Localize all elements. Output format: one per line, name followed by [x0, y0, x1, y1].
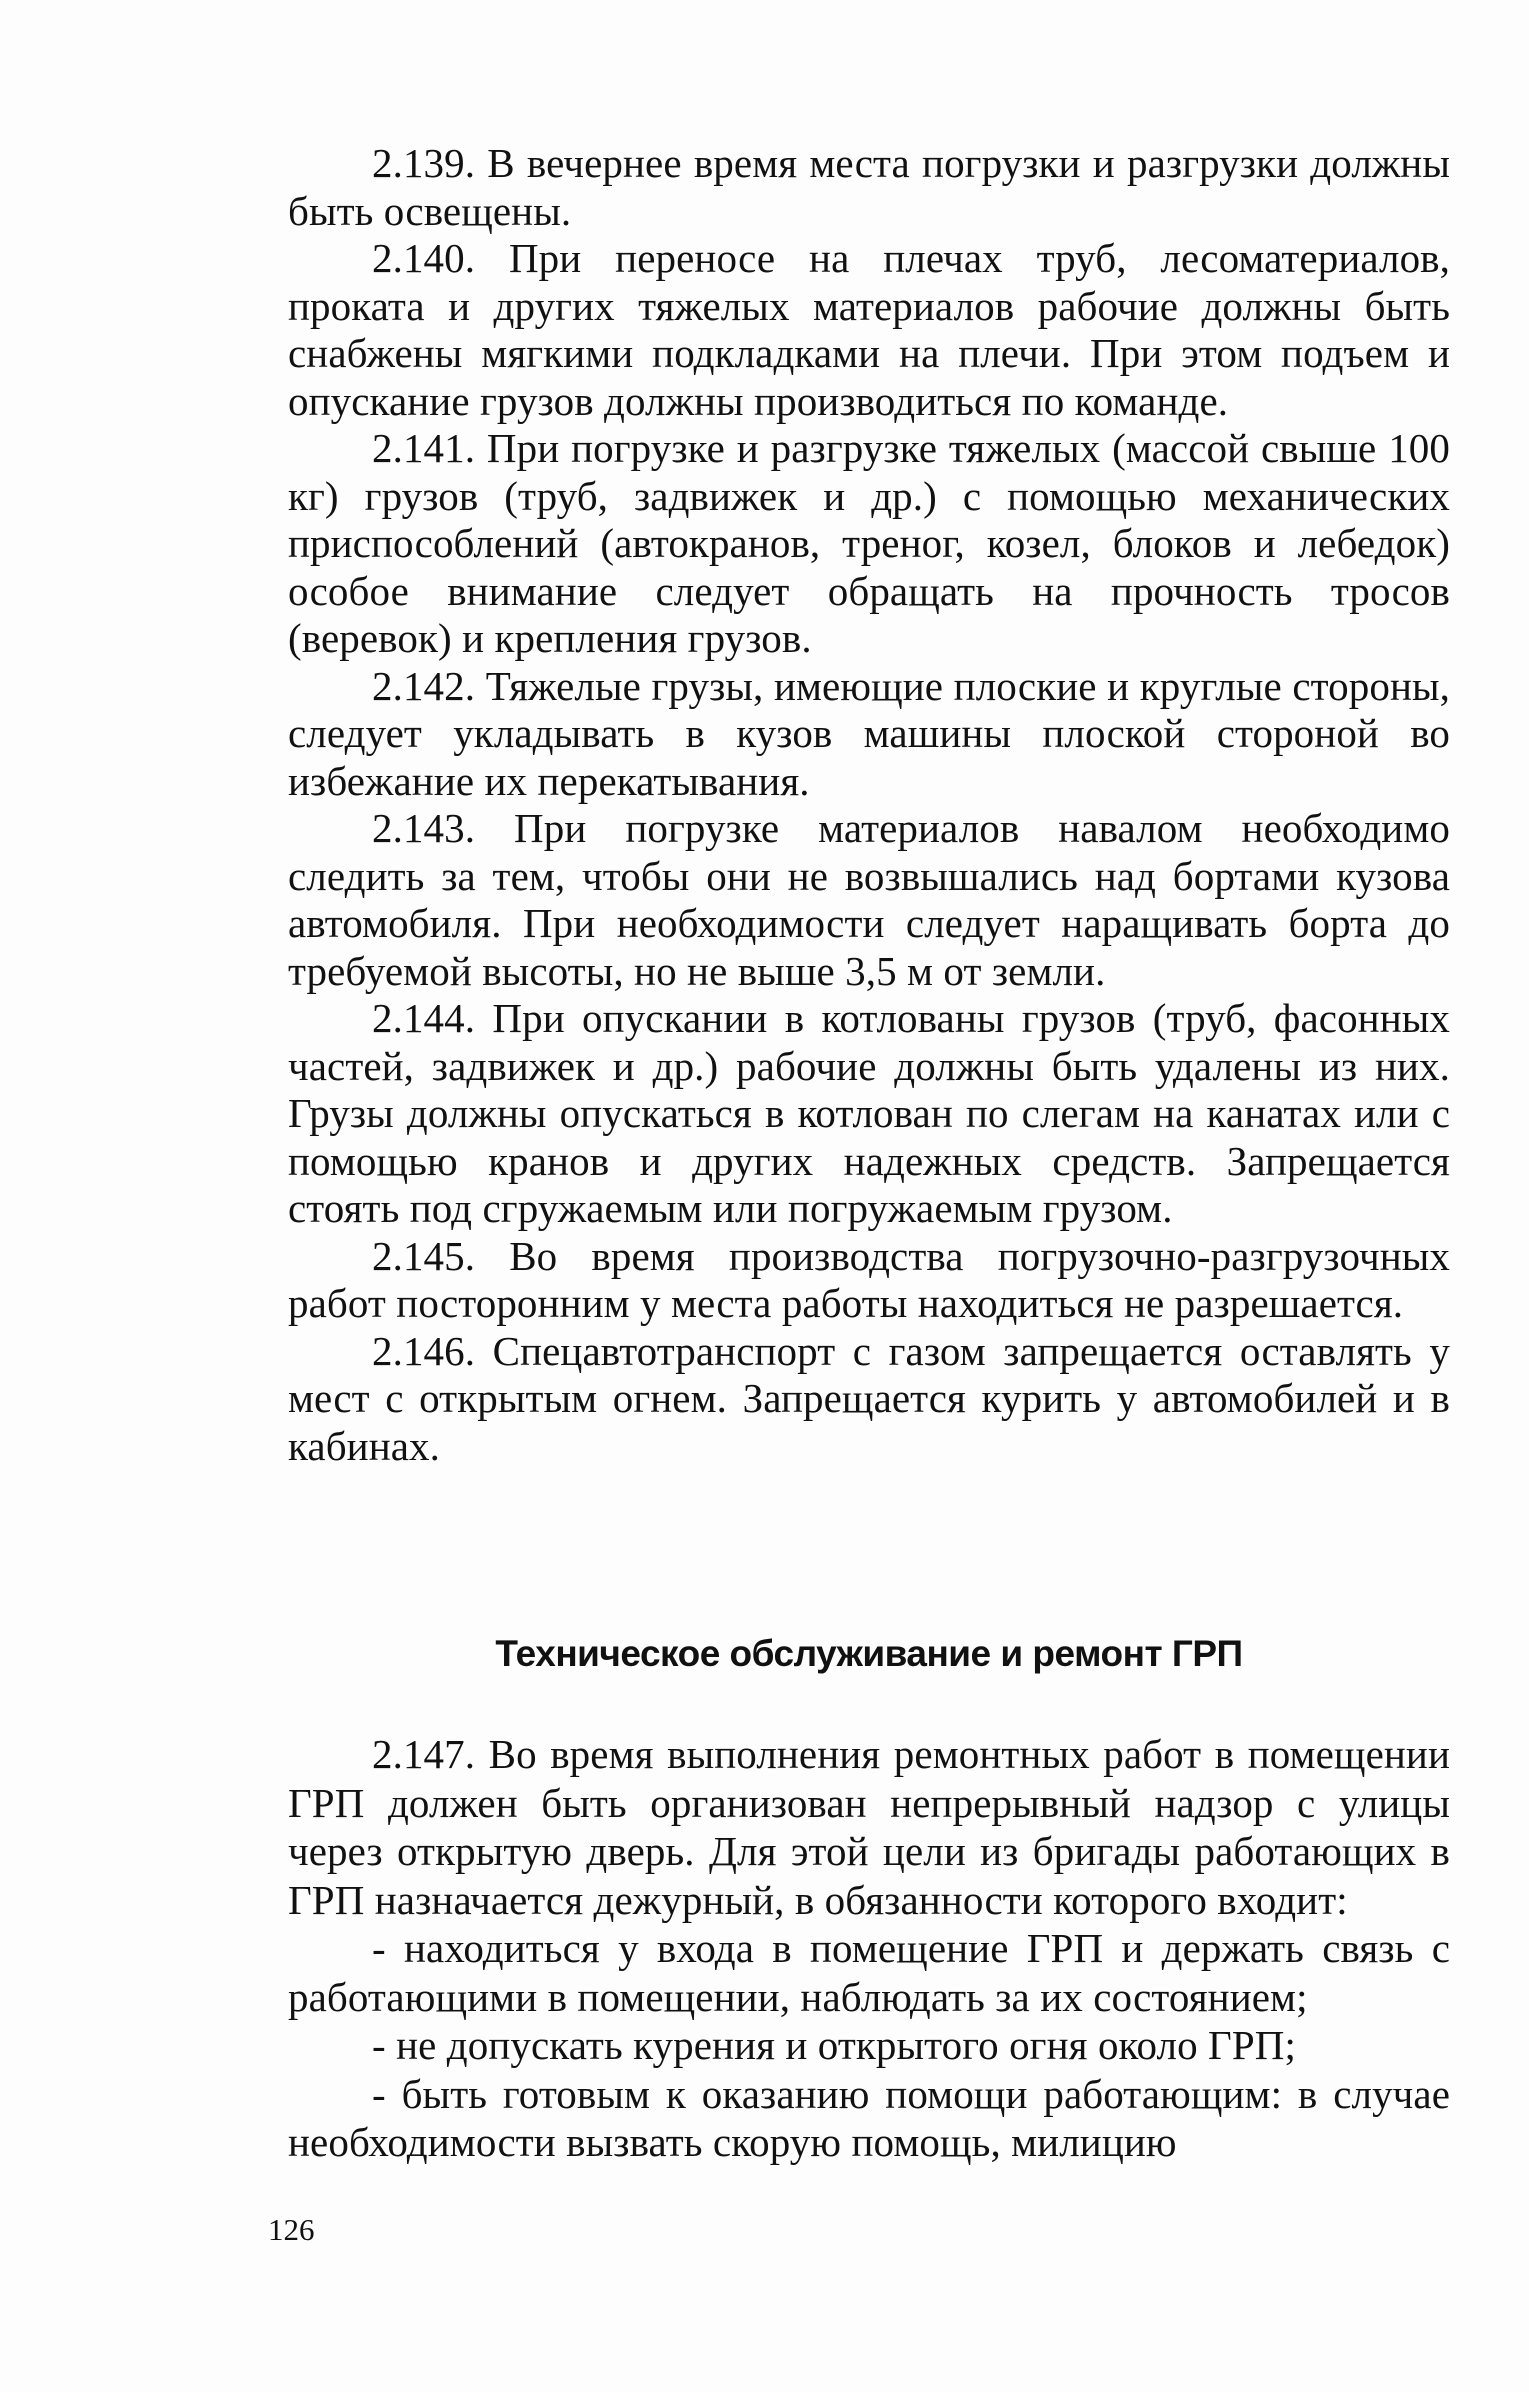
paragraph-2-139: 2.139. В вечернее время места погрузки и разгрузки должны быть освещены.: [288, 140, 1450, 234]
rules-section-loading: [288, 140, 1450, 1470]
section-heading: Техническое обслуживание и ремонт ГРП: [495, 1633, 1243, 1674]
paragraph-2-141: 2.141. При погрузке и разгрузке тяжелых (массой свыше 100 кг) грузов (труб, задвижек и др.) с помощью механических приспособлений (автокранов, треног, козел, блоков и лебедок) особое внимание следует обращать на прочность тросов (веревок) и крепления грузов.: [288, 425, 1450, 661]
rules-section-grp: [288, 1730, 1450, 2167]
paragraph-2-142: 2.142. Тяжелые грузы, имеющие плоские и круглые стороны, следует укладывать в кузов машины плоской стороной во избежание их перекатывания.: [288, 662, 1450, 804]
paragraph-2-145: 2.145. Во время производства погрузочно-разгрузочных работ посторонним у места работы находиться не разрешается.: [288, 1232, 1450, 1326]
paragraph-2-147: 2.147. Во время выполнения ремонтных работ в помещении ГРП должен быть организован непрерывный надзор с улицы через открытую дверь. Для этой цели из бригады работающих в ГРП назначается дежурный, в обязанности которого входит:: [288, 1731, 1450, 1923]
paragraph-2-146: 2.146. Спецавтотранспорт с газом запрещается оставлять у мест с открытым огнем. Запрещается курить у автомобилей и в кабинах.: [288, 1327, 1450, 1469]
duty-item-assistance: - быть готовым к оказанию помощи работающим: в случае необходимости вызвать скорую помощь, милицию: [288, 2070, 1450, 2165]
duty-item-no-smoking: - не допускать курения и открытого огня около ГРП;: [372, 2022, 1296, 2068]
duty-item-entrance: - находиться у входа в помещение ГРП и держать связь с работающими в помещении, наблюдать за их состоянием;: [288, 1925, 1450, 2020]
page-number: 126: [268, 2212, 315, 2247]
paragraph-2-143: 2.143. При погрузке материалов навалом необходимо следить за тем, чтобы они не возвышались над бортами кузова автомобиля. При необходимости следует наращивать борта до требуемой высоты, но не выше 3,5 м от земли.: [288, 805, 1450, 994]
paragraph-2-144: 2.144. При опускании в котлованы грузов (труб, фасонных частей, задвижек и др.) рабочие должны быть удалены из них. Грузы должны опускаться в котлован по слегам на канатах или с помощью кранов и других надежных средств. Запрещается стоять под сгружаемым или погружаемым грузом.: [288, 995, 1450, 1231]
paragraph-2-140: 2.140. При переносе на плечах труб, лесоматериалов, проката и других тяжелых материалов рабочие должны быть снабжены мягкими подкладками на плечи. При этом подъем и опускание грузов должны производиться по команде.: [288, 235, 1450, 424]
